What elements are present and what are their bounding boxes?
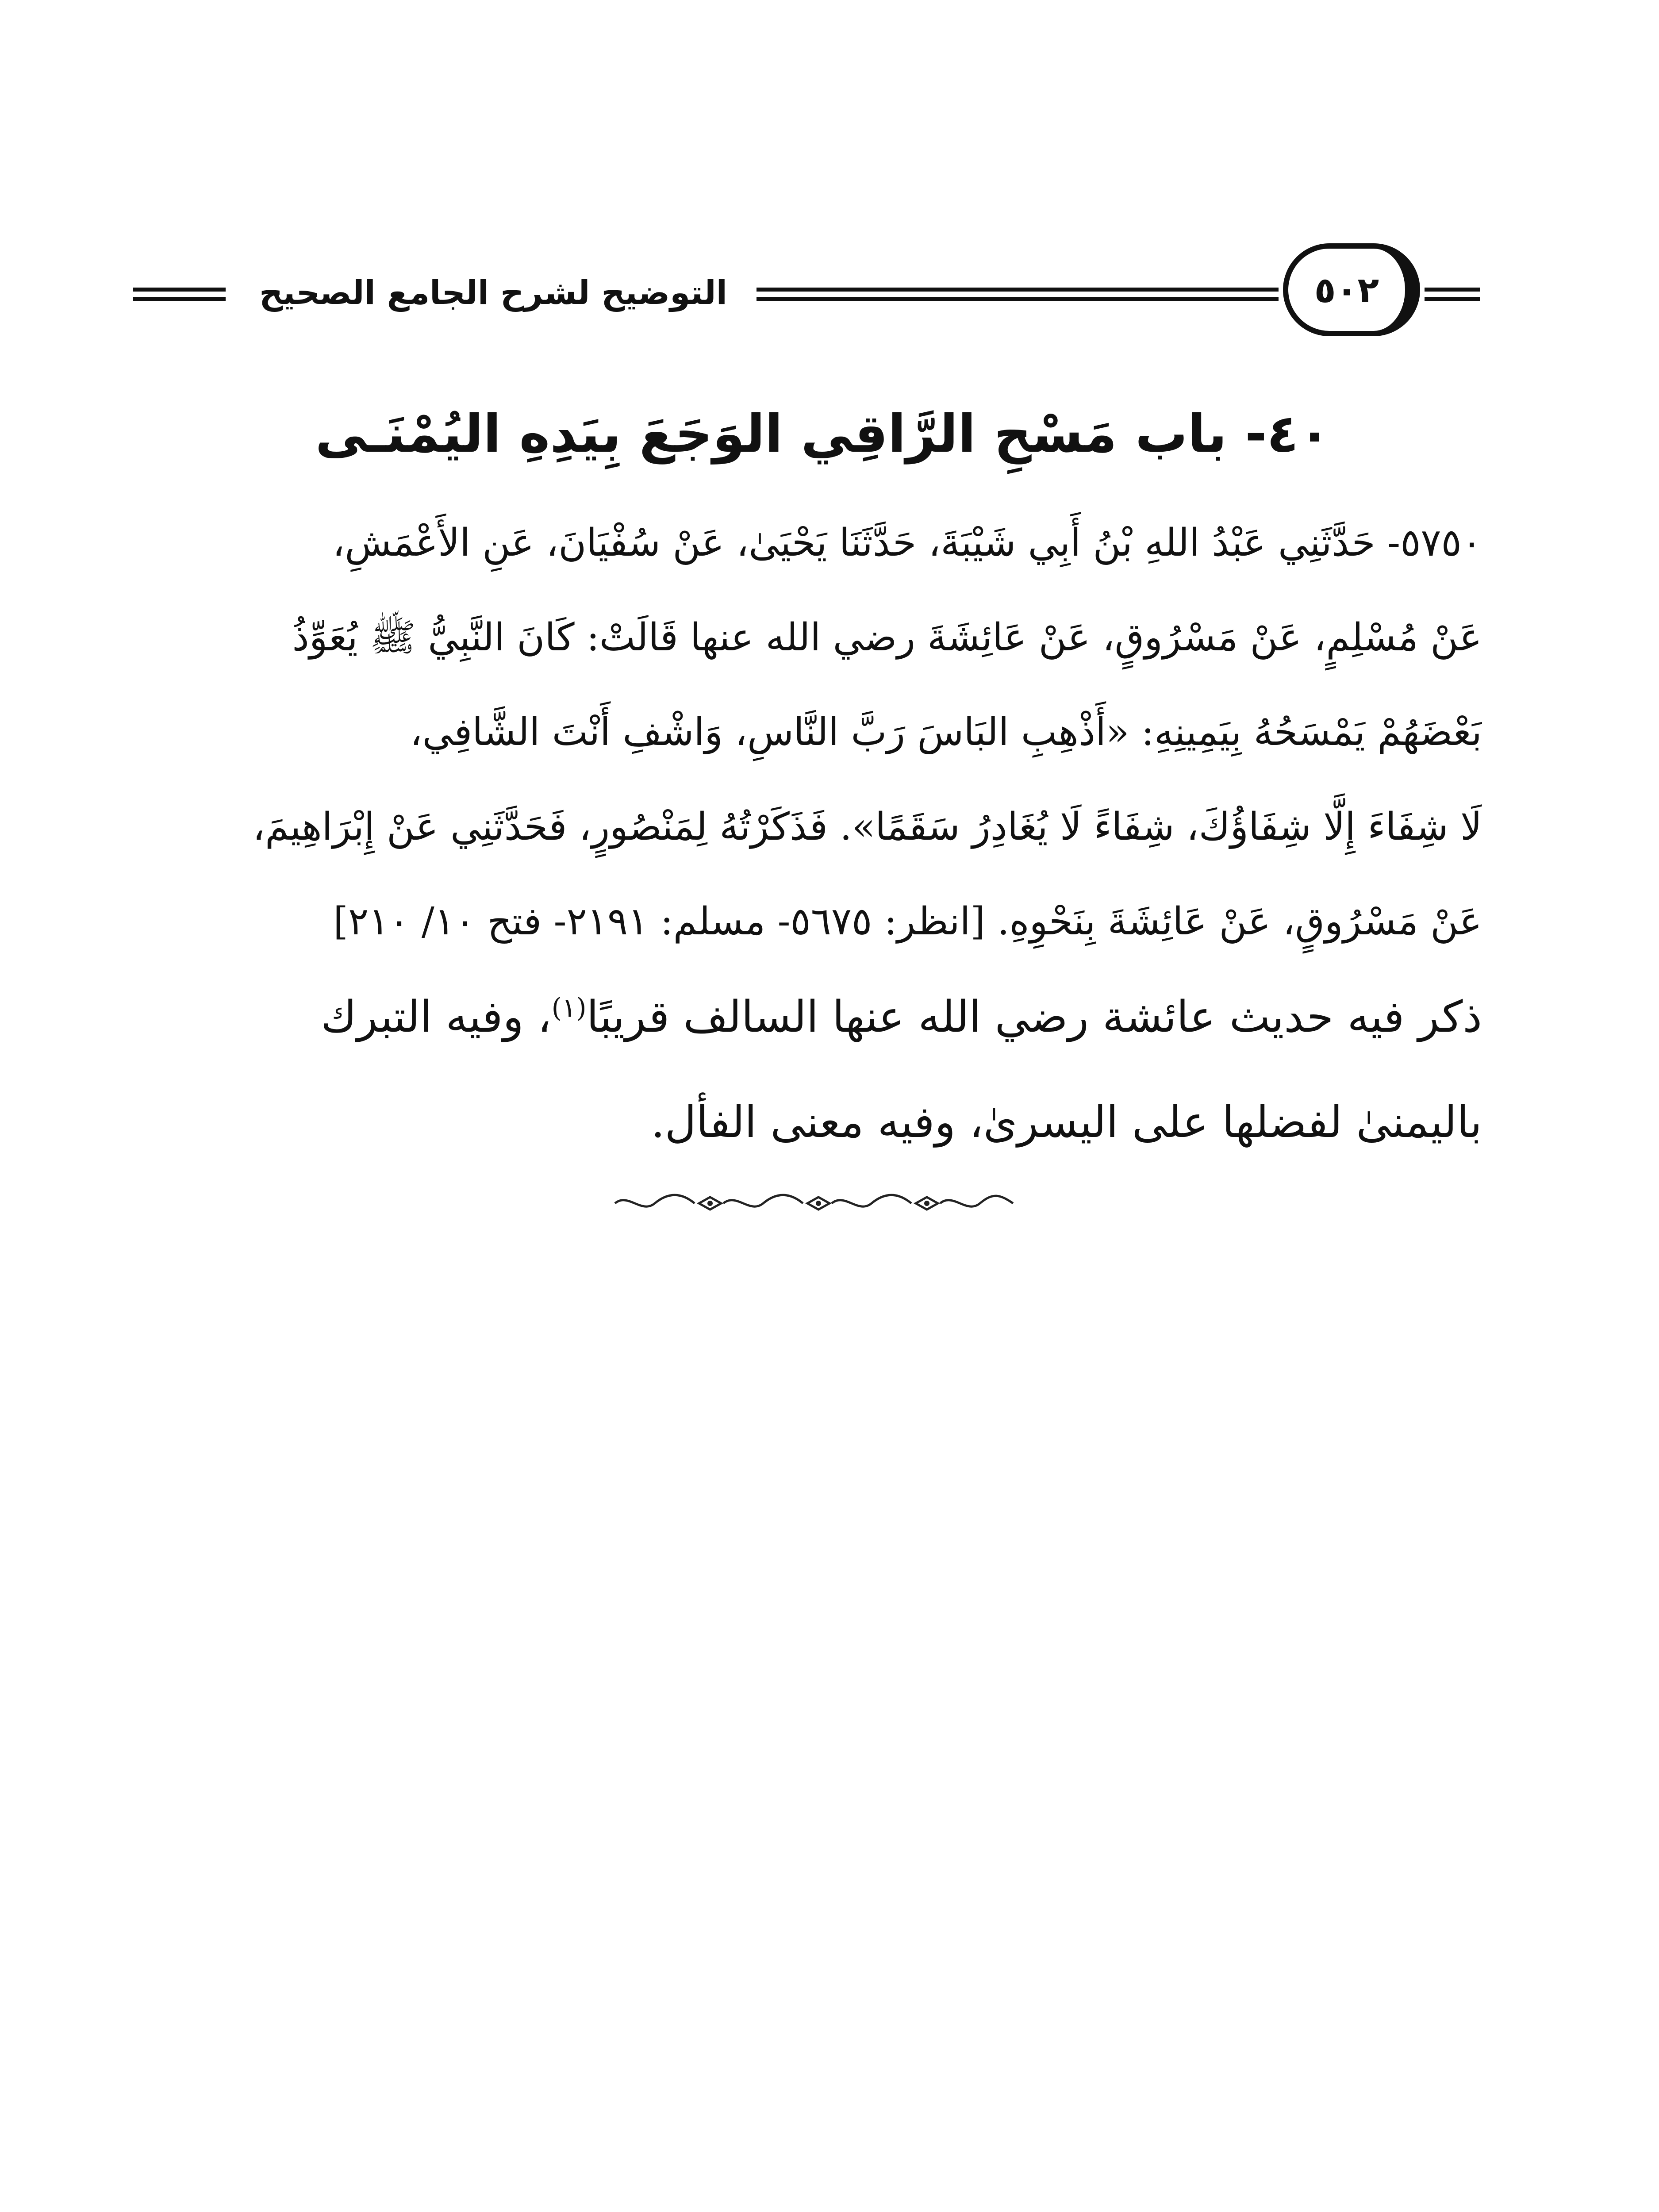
footnote-reference: (١) xyxy=(551,992,587,1024)
page-number: ٥٠٢ xyxy=(1314,269,1379,311)
hadith-line: بَعْضَهُمْ يَمْسَحُهُ بِيَمِينِهِ: «أَذْهِبِ البَاسَ رَبَّ النَّاسِ، وَاشْفِ أَنْتَ الشَّافِي، xyxy=(410,710,1482,754)
hadith-line: ٥٧٥٠- حَدَّثَنِي عَبْدُ اللهِ بْنُ أَبِي شَيْبَةَ، حَدَّثَنَا يَحْيَىٰ، عَنْ سُفْيَانَ، عَنِ الأَعْمَشِ، xyxy=(332,521,1482,565)
section-ornament-icon xyxy=(611,1190,1018,1217)
commentary-paragraph xyxy=(137,964,1482,1175)
header-double-rule-middle xyxy=(757,288,1279,301)
commentary-text: ، وفيه التبرك xyxy=(321,992,552,1042)
commentary-line xyxy=(137,964,1482,1070)
hadith-line: عَنْ مَسْرُوقٍ، عَنْ عَائِشَةَ بِنَحْوِهِ. [انظر: ٥٦٧٥- مسلم: ٢١٩١- فتح ١٠/ ٢١٠] xyxy=(333,899,1482,944)
commentary-line: باليمنىٰ لفضلها على اليسرىٰ، وفيه معنى الفأل. xyxy=(651,1097,1482,1148)
running-title: التوضيح لشرح الجامع الصحيح xyxy=(259,274,728,312)
header-double-rule-right xyxy=(1425,288,1480,301)
chapter-heading: ٤٠- باب مَسْحِ الرَّاقِي الوَجَعَ بِيَدِهِ اليُمْنَـى xyxy=(315,403,1331,464)
hadith-line: لَا شِفَاءَ إِلَّا شِفَاؤُكَ، شِفَاءً لَا يُغَادِرُ سَقَمًا». فَذَكَرْتُهُ لِمَنْصُورٍ، فَحَدَّثَنِي عَنْ إِبْرَاهِيمَ، xyxy=(253,805,1482,849)
commentary-text: ذكر فيه حديث عائشة رضي الله عنها السالف قريبًا xyxy=(586,992,1482,1042)
hadith-line: عَنْ مُسْلِمٍ، عَنْ مَسْرُوقٍ، عَنْ عَائِشَةَ رضي الله عنها قَالَتْ: كَانَ النَّبِيُّ ﷺ يُعَوِّذُ xyxy=(292,615,1482,660)
page-number-frame xyxy=(1283,243,1420,336)
hadith-text xyxy=(137,495,1482,969)
header-double-rule-left xyxy=(133,288,226,301)
running-header xyxy=(133,239,1480,354)
